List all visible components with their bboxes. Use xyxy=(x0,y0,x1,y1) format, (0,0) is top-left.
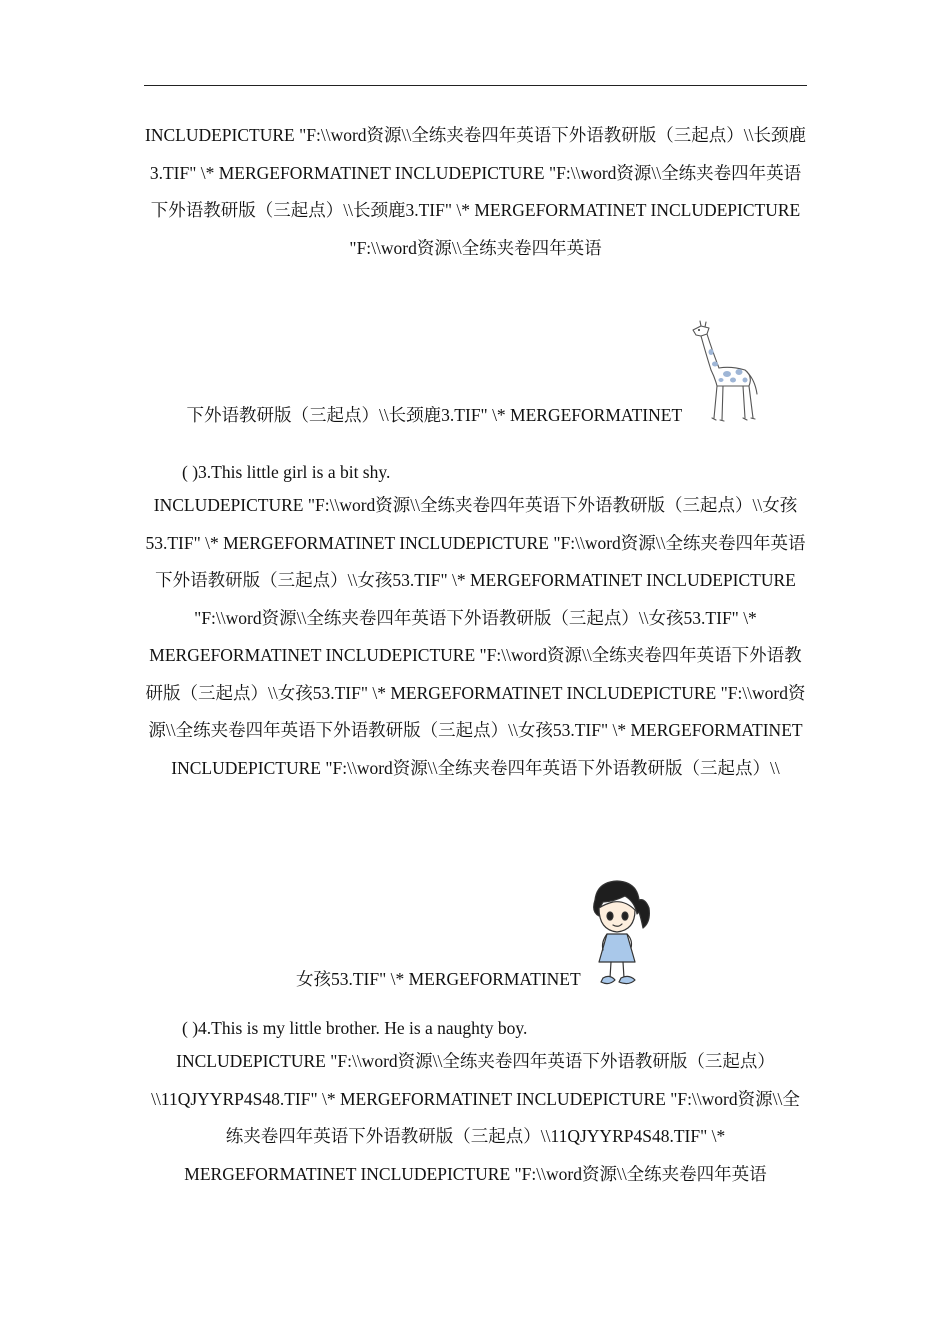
answer-blank-3[interactable]: ( ) xyxy=(182,462,199,482)
field-code-block-giraffe: INCLUDEPICTURE "F:\\word资源\\全练夹卷四年英语下外语教研版（三起点）\\长颈鹿3.TIF" \* MERGEFORMATINET INCLUDEPICTURE "F:\\word资源\\全练夹卷四年英语下外语教研版（三起点）\\长颈鹿3.TIF" \* MERGEFORMATINET INCLUDEPICTURE "F:\\word资源\\全练夹卷四年英语 xyxy=(145,125,806,258)
question-4 xyxy=(182,1015,527,1041)
field-code-block-girl: INCLUDEPICTURE "F:\\word资源\\全练夹卷四年英语下外语教研版（三起点）\\女孩53.TIF" \* MERGEFORMATINET INCLUDEPICTURE "F:\\word资源\\全练夹卷四年英语下外语教研版（三起点）\\女孩53.TIF" \* MERGEFORMATINET INCLUDEPICTURE "F:\\word资源\\全练夹卷四年英语下外语教研版（三起点）\\女孩53.TIF" \* MERGEFORMATINET INCLUDEPICTURE "F:\\word资源\\全练夹卷四年英语下外语教研版（三起点）\\女孩53.TIF" \* MERGEFORMATINET INCLUDEPICTURE "F:\\word资源\\全练夹卷四年英语下外语教研版（三起点）\\女孩53.TIF" \* MERGEFORMATINET INCLUDEPICTURE "F:\\word资源\\全练夹卷四年英语下外语教研版（三起点）\\ xyxy=(145,495,806,778)
answer-blank-4[interactable]: ( ) xyxy=(182,1018,199,1038)
girl-line xyxy=(144,878,807,990)
header-rule xyxy=(144,85,807,86)
question-3-text: 3.This little girl is a bit shy. xyxy=(198,462,391,482)
giraffe-line xyxy=(144,320,807,426)
giraffe-image xyxy=(687,320,765,426)
question-3 xyxy=(182,459,390,485)
girl-image xyxy=(585,878,655,990)
giraffe-field-code-tail: 下外语教研版（三起点）\\长颈鹿3.TIF" \* MERGEFORMATINET xyxy=(186,405,683,425)
girl-field-code-tail: 女孩53.TIF" \* MERGEFORMATINET xyxy=(295,969,581,989)
question-4-text: 4.This is my little brother. He is a naughty boy. xyxy=(198,1018,528,1038)
field-code-block-boy: INCLUDEPICTURE "F:\\word资源\\全练夹卷四年英语下外语教研版（三起点）\\11QJYYRP4S48.TIF" \* MERGEFORMATINET INCLUDEPICTURE "F:\\word资源\\全练夹卷四年英语下外语教研版（三起点）\\11QJYYRP4S48.TIF" \* MERGEFORMATINET INCLUDEPICTURE "F:\\word资源\\全练夹卷四年英语 xyxy=(151,1051,800,1184)
